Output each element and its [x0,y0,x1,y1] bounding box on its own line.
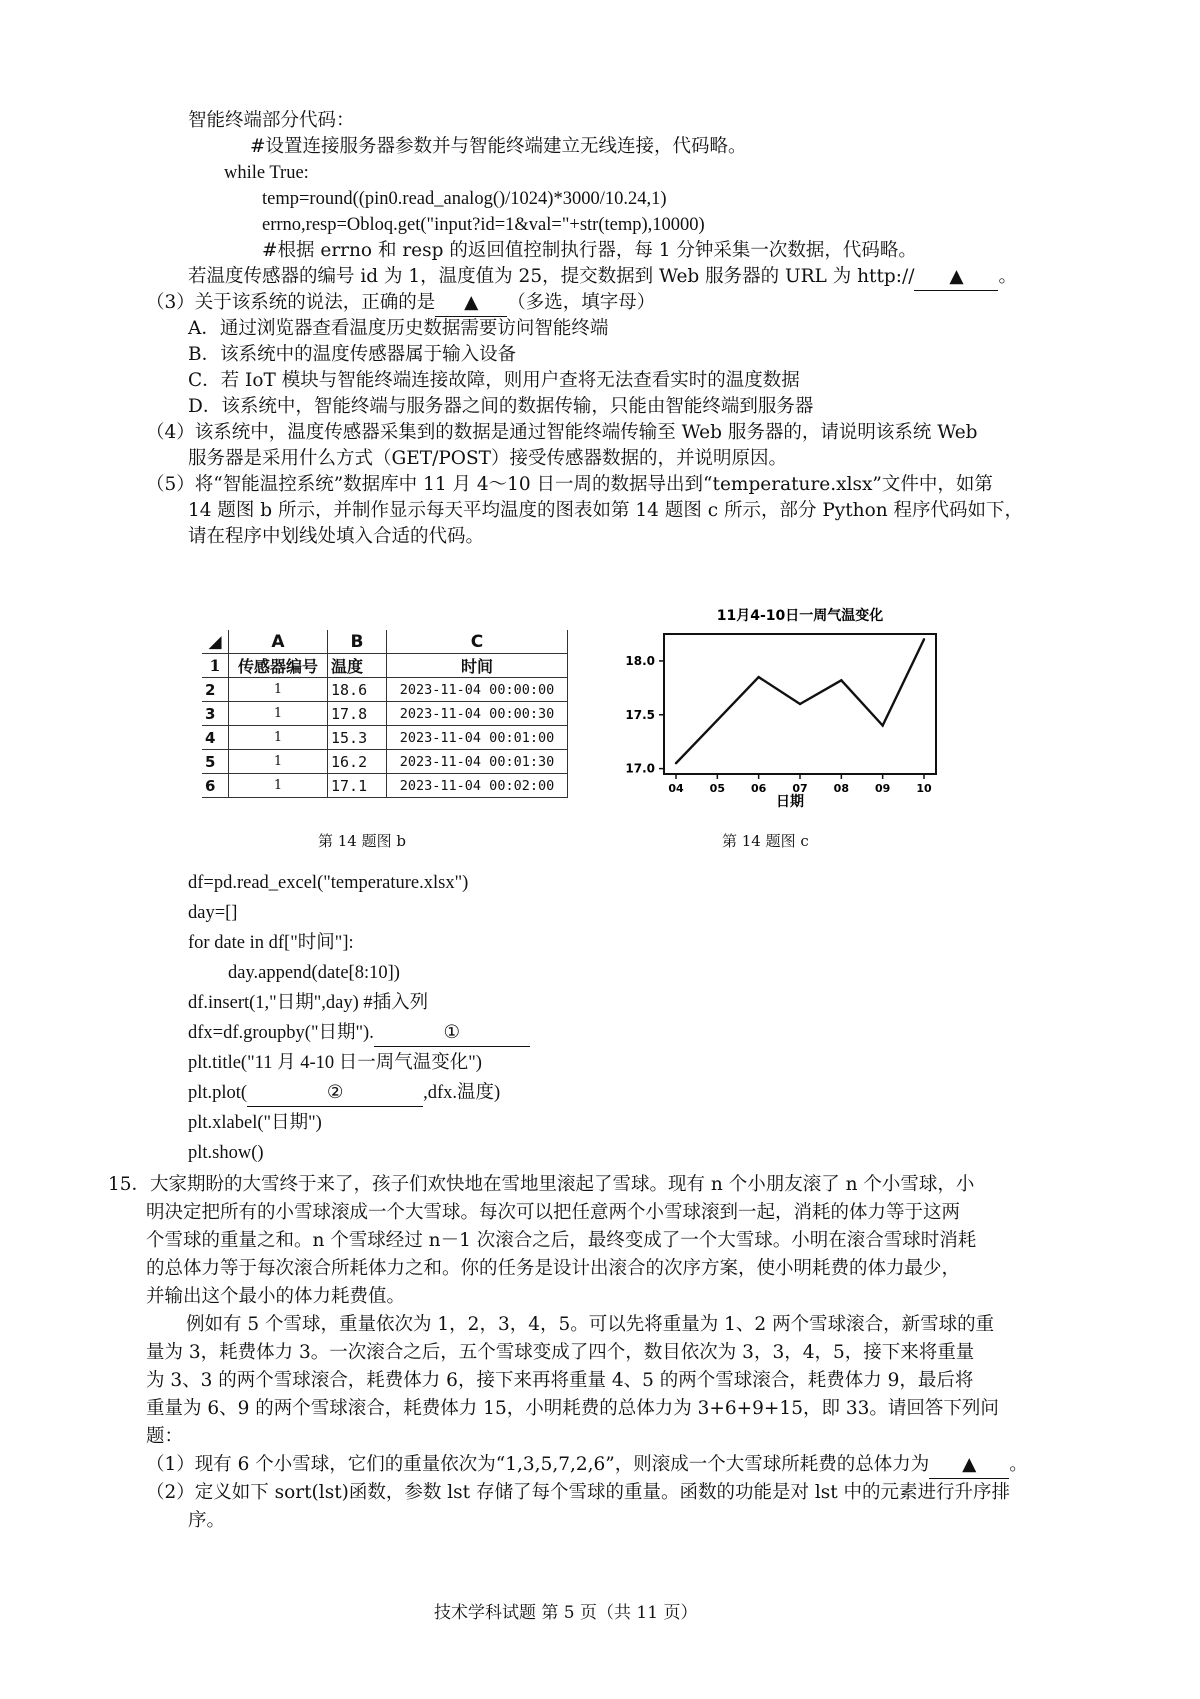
py-line-show: plt.show() [188,1143,264,1163]
py-line-plot [188,1080,500,1107]
q15-example-line2: 量为 3，耗费体力 3。一次滚合之后，五个雪球变成了四个，数目依次为 3，3，4，5，接下来将重量 [146,1342,975,1363]
sheet-row-number: 1 [202,654,229,678]
q5-line2: 14 题图 b 所示，并制作显示每天平均温度的图表如第 14 题图 c 所示，部分 Python 程序代码如下， [188,500,1024,521]
page-footer: 技术学科试题 第 5 页（共 11 页） [434,1603,698,1623]
py-line-insert: df.insert(1,"日期",day) #插入列 [188,993,429,1013]
chart-title: 11月4-10日一周气温变化 [716,608,884,624]
sheet-header-row [202,654,568,678]
answer-blank-url [914,264,998,291]
table-row [202,774,568,798]
chart-x-tick-label: 04 [668,782,684,795]
answer-blank-2 [247,1080,423,1107]
chart-x-label: 日期 [776,794,804,808]
py-plot-start: plt.plot( [188,1083,248,1103]
code-temp: temp=round((pin0.read_analog()/1024)*3000/10.24,1) [262,189,667,209]
q15-sub2-line2: 序。 [188,1510,226,1531]
sheet-row-number: 2 [202,678,229,702]
table-row [202,750,568,774]
q15-para-line4: 的总体力等于每次滚合所耗体力之和。你的任务是设计出滚合的次序方案，使小明耗费的体力最少， [146,1258,961,1279]
chart-data-point [799,703,801,705]
q3-stem-text: （3）关于该系统的说法，正确的是 [146,292,436,313]
code-comment-connect: #设置连接服务器参数并与智能终端建立无线连接，代码略。 [250,136,747,157]
q4-line1: （4）该系统中，温度传感器采集到的数据是通过智能终端传输至 Web 服务器的，请说明该系统 Web [146,422,978,443]
sheet-row-number: 3 [202,702,229,726]
q3-option-c: C．若 IoT 模块与智能终端连接故障，则用户查将无法查看实时的温度数据 [188,370,800,391]
chart-y-tick-label: 18.0 [625,653,655,668]
sheet-header-sensor: 传感器编号 [229,654,328,678]
caption-figure-c: 第 14 题图 c [722,832,809,850]
code-errno: errno,resp=Obloq.get("input?id=1&val="+str(temp),10000) [262,215,705,235]
caption-figure-b: 第 14 题图 b [318,832,406,850]
chart-x-tick-label: 06 [751,782,767,795]
triangle-mark: ▲ [949,266,964,287]
q3-stem-end: （多选，填字母） [507,292,656,313]
sheet-cell-id: 1 [229,774,328,798]
q15-para-line1: 15．大家期盼的大雪终于来了，孩子们欢快地在雪地里滚起了雪球。现有 n 个小朋友滚了 n 个小雪球，小 [108,1174,975,1195]
sheet-cell-id: 1 [229,678,328,702]
q3-stem [146,290,655,317]
triangle-mark: ▲ [962,1454,977,1475]
py-line-append: day.append(date[8:10]) [228,963,400,983]
blank-marker-2: ② [326,1083,344,1103]
q15-sub1-text: （1）现有 6 个小雪球，它们的重量依次为“1,3,5,7,2,6”，则滚成一个大雪球所耗费的总体力为 [146,1454,930,1475]
chart-data-point [757,676,759,678]
q15-sub1-end: 。 [1009,1454,1028,1475]
q15-example-line3: 为 3、3 的两个雪球滚合，耗费体力 6，接下来再将重量 4、5 的两个雪球滚合，耗费体力 9，最后将 [146,1370,974,1391]
py-line-xlabel: plt.xlabel("日期") [188,1113,322,1133]
sheet-cell-id: 1 [229,726,328,750]
sheet-cell-time: 2023-11-04 00:00:00 [387,678,568,702]
q4-line2: 服务器是采用什么方式（GET/POST）接受传感器数据的，并说明原因。 [188,448,787,469]
sheet-row-number: 4 [202,726,229,750]
sheet-cell-time: 2023-11-04 00:01:30 [387,750,568,774]
chart-series-line [676,639,924,763]
triangle-mark: ▲ [464,292,479,313]
chart-x-tick-label: 10 [916,782,932,795]
sheet-cell-id: 1 [229,702,328,726]
py-line-title: plt.title("11 月 4-10 日一周气温变化") [188,1053,482,1073]
q5-line1: （5）将“智能温控系统”数据库中 11 月 4～10 日一周的数据导出到“temperature.xlsx”文件中，如第 [146,474,993,495]
sheet-row-number: 5 [202,750,229,774]
sheet-column-header-row [202,630,568,654]
sheet-cell-time: 2023-11-04 00:00:30 [387,702,568,726]
sheet-row-number: 6 [202,774,229,798]
sheet-cell-temp: 17.8 [328,702,387,726]
blank-marker-1: ① [443,1023,461,1043]
sheet-cell-temp: 16.2 [328,750,387,774]
q15-example-line1: 例如有 5 个雪球，重量依次为 1，2，3，4，5。可以先将重量为 1、2 两个雪球滚合，新雪球的重 [186,1314,995,1335]
py-groupby-text: dfx=df.groupby("日期"). [188,1023,374,1043]
answer-blank-1 [374,1020,530,1047]
temperature-line-chart [620,598,940,808]
answer-blank-q15-1 [929,1452,1009,1479]
q15-sub1 [146,1452,1028,1479]
chart-y-axis [625,654,664,776]
sheet-col-b: B [328,630,387,654]
q15-para-line5: 并输出这个最小的体力耗费值。 [146,1286,406,1307]
q15-para-line3: 个雪球的重量之和。n 个雪球经过 n－1 次滚合之后，最终变成了一个大雪球。小明在滚合雪球时消耗 [146,1230,977,1251]
code-comment-control: #根据 errno 和 resp 的返回值控制执行器，每 1 分钟采集一次数据，代码略。 [262,240,917,261]
sheet-cell-time: 2023-11-04 00:02:00 [387,774,568,798]
chart-x-axis [668,774,932,795]
spreadsheet-figure-b [202,630,568,798]
chart-x-tick-label: 08 [833,782,849,795]
q3-option-a: A．通过浏览器查看温度历史数据需要访问智能终端 [188,318,609,339]
q5-line3: 请在程序中划线处填入合适的代码。 [188,526,485,547]
table-row [202,726,568,750]
sheet-cell-temp: 18.6 [328,678,387,702]
py-line-day: day=[] [188,903,238,923]
chart-x-tick-label: 09 [875,782,891,795]
url-question-end: 。 [998,266,1017,287]
chart-data-point [716,719,718,721]
sheet-header-temp: 温度 [328,654,387,678]
q3-option-b: B．该系统中的温度传感器属于输入设备 [188,344,517,365]
chart-y-tick-label: 17.0 [625,761,655,776]
chart-data-point [923,638,925,640]
py-line-read-excel: df=pd.read_excel("temperature.xlsx") [188,873,469,893]
url-question-text: 若温度传感器的编号 id 为 1，温度值为 25，提交数据到 Web 服务器的 URL 为 http:// [188,266,915,287]
sheet-header-time: 时间 [387,654,568,678]
sheet-col-a: A [229,630,328,654]
py-plot-end: ,dfx.温度) [423,1083,501,1103]
code-intro: 智能终端部分代码： [188,110,355,131]
q3-option-d: D．该系统中，智能终端与服务器之间的数据传输，只能由智能终端到服务器 [188,396,814,417]
chart-x-tick-label: 07 [792,782,808,795]
py-line-groupby [188,1020,530,1047]
chart-x-tick-label: 05 [709,782,725,795]
sheet-cell-temp: 15.3 [328,726,387,750]
chart-data-point [675,762,677,764]
sheet-cell-temp: 17.1 [328,774,387,798]
sheet-col-c: C [387,630,568,654]
q15-example-line4: 重量为 6、9 的两个雪球滚合，耗费体力 15，小明耗费的总体力为 3+6+9+15，即 33。请回答下列问 [146,1398,999,1419]
q15-sub2-line1: （2）定义如下 sort(lst)函数，参数 lst 存储了每个雪球的重量。函数的功能是对 lst 中的元素进行升序排 [146,1482,1011,1503]
code-while: while True: [224,163,309,183]
chart-data-point [881,724,883,726]
chart-data-point [840,679,842,681]
sheet-cell-id: 1 [229,750,328,774]
table-row [202,678,568,702]
url-question [188,264,1017,291]
sheet-corner: ◢ [202,630,229,654]
q15-example-line5: 题： [146,1426,184,1447]
sheet-cell-time: 2023-11-04 00:01:00 [387,726,568,750]
q15-para-line2: 明决定把所有的小雪球滚成一个大雪球。每次可以把任意两个小雪球滚到一起，消耗的体力等于这两 [146,1202,961,1223]
chart-y-tick-label: 17.5 [625,707,655,722]
answer-blank-q3 [435,290,507,317]
table-row [202,702,568,726]
py-line-for: for date in df["时间"]: [188,933,354,953]
